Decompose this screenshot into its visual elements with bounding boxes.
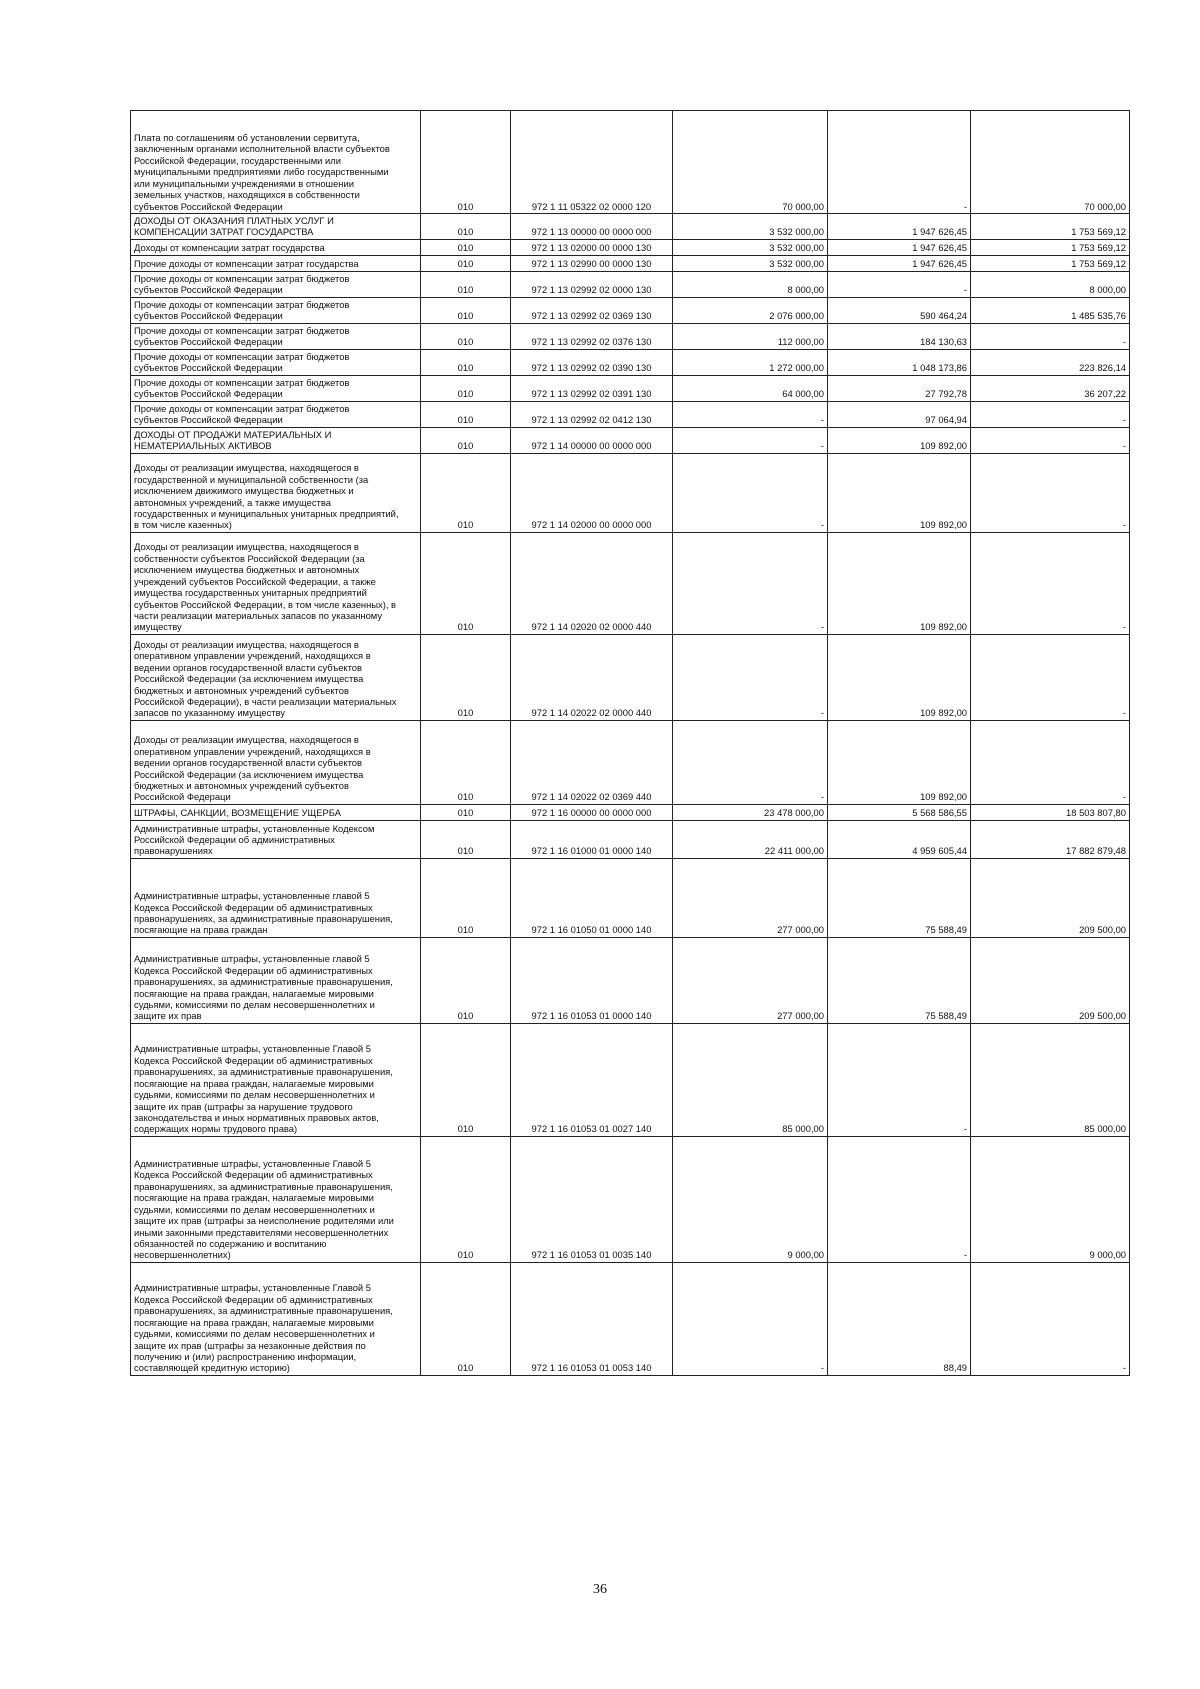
row-executed-amount: 109 892,00 xyxy=(828,453,971,532)
row-unexecuted-amount: - xyxy=(971,401,1130,427)
row-name: Прочие доходы от компенсации затрат бюджетов субъектов Российской Федерации xyxy=(131,349,421,375)
row-line-code: 010 xyxy=(421,349,511,375)
row-budget-code: 972 1 13 02990 00 0000 130 xyxy=(511,255,673,271)
row-executed-amount: 1 947 626,45 xyxy=(828,239,971,255)
row-unexecuted-amount: 209 500,00 xyxy=(971,937,1130,1023)
table-row xyxy=(131,255,1130,271)
row-name: Прочие доходы от компенсации затрат бюджетов субъектов Российской Федерации xyxy=(131,271,421,297)
table-row xyxy=(131,323,1130,349)
row-name: Административные штрафы, установленные Кодексом Российской Федерации об административных правонарушениях xyxy=(131,820,421,858)
row-line-code: 010 xyxy=(421,271,511,297)
row-name: Административные штрафы, установленные главой 5 Кодекса Российской Федерации об административных правонарушениях, за административные правонарушения, посягающие на права граждан xyxy=(131,858,421,937)
row-budget-code: 972 1 13 02992 02 0000 130 xyxy=(511,271,673,297)
row-line-code: 010 xyxy=(421,297,511,323)
row-unexecuted-amount: 70 000,00 xyxy=(971,111,1130,214)
row-budget-code: 972 1 16 01053 01 0000 140 xyxy=(511,937,673,1023)
row-name: Административные штрафы, установленные Главой 5 Кодекса Российской Федерации об административных правонарушениях, за административные правонарушения, посягающие на права граждан, налагаемые мировыми судьями, комиссиями по делам несовершеннолетних и защите их прав (штрафы за незаконные действия по получению и (или) распространению информации, составляющей кредитную историю) xyxy=(131,1262,421,1375)
row-name: Прочие доходы от компенсации затрат бюджетов субъектов Российской Федерации xyxy=(131,401,421,427)
table-row xyxy=(131,1136,1130,1262)
row-approved-amount: 22 411 000,00 xyxy=(673,820,828,858)
table-row xyxy=(131,858,1130,937)
row-line-code: 010 xyxy=(421,323,511,349)
table-row xyxy=(131,804,1130,820)
report-table-body xyxy=(131,111,1130,1376)
row-line-code: 010 xyxy=(421,255,511,271)
row-executed-amount: - xyxy=(828,271,971,297)
page-number: 36 xyxy=(593,1582,607,1597)
row-line-code: 010 xyxy=(421,804,511,820)
row-unexecuted-amount: 209 500,00 xyxy=(971,858,1130,937)
row-approved-amount: - xyxy=(673,401,828,427)
row-executed-amount: 4 959 605,44 xyxy=(828,820,971,858)
row-approved-amount: - xyxy=(673,532,828,634)
row-approved-amount: 277 000,00 xyxy=(673,937,828,1023)
row-unexecuted-amount: - xyxy=(971,427,1130,453)
row-approved-amount: 9 000,00 xyxy=(673,1136,828,1262)
row-unexecuted-amount: 1 753 569,12 xyxy=(971,214,1130,240)
row-budget-code: 972 1 16 01053 01 0035 140 xyxy=(511,1136,673,1262)
row-executed-amount: 109 892,00 xyxy=(828,634,971,720)
row-name: Доходы от реализации имущества, находящегося в оперативном управлении учреждений, находящихся в ведении органов государственной власти субъектов Российской Федерации (за исключением имущества бюджетных и автономных учреждений субъектов Российской Федерации), в части реализации материальных запасов по указанному имуществу xyxy=(131,634,421,720)
row-approved-amount: 3 532 000,00 xyxy=(673,255,828,271)
table-row xyxy=(131,271,1130,297)
row-executed-amount: 109 892,00 xyxy=(828,427,971,453)
row-unexecuted-amount: - xyxy=(971,323,1130,349)
row-executed-amount: 1 947 626,45 xyxy=(828,214,971,240)
row-executed-amount: 590 464,24 xyxy=(828,297,971,323)
row-unexecuted-amount: 223 826,14 xyxy=(971,349,1130,375)
row-approved-amount: 23 478 000,00 xyxy=(673,804,828,820)
row-budget-code: 972 1 11 05322 02 0000 120 xyxy=(511,111,673,214)
row-line-code: 010 xyxy=(421,1023,511,1136)
row-executed-amount: 1 048 173,86 xyxy=(828,349,971,375)
row-name: ДОХОДЫ ОТ ПРОДАЖИ МАТЕРИАЛЬНЫХ И НЕМАТЕРИАЛЬНЫХ АКТИВОВ xyxy=(131,427,421,453)
row-name: ДОХОДЫ ОТ ОКАЗАНИЯ ПЛАТНЫХ УСЛУГ И КОМПЕНСАЦИИ ЗАТРАТ ГОСУДАРСТВА xyxy=(131,214,421,240)
row-approved-amount: 3 532 000,00 xyxy=(673,214,828,240)
row-approved-amount: 112 000,00 xyxy=(673,323,828,349)
row-approved-amount: - xyxy=(673,453,828,532)
row-unexecuted-amount: - xyxy=(971,720,1130,804)
row-budget-code: 972 1 16 01053 01 0053 140 xyxy=(511,1262,673,1375)
row-name: Административные штрафы, установленные Главой 5 Кодекса Российской Федерации об административных правонарушениях, за административные правонарушения, посягающие на права граждан, налагаемые мировыми судьями, комиссиями по делам несовершеннолетних и защите их прав (штрафы за нарушение трудового законодательства и иных нормативных правовых актов, содержащих нормы трудового права) xyxy=(131,1023,421,1136)
row-line-code: 010 xyxy=(421,239,511,255)
table-row xyxy=(131,239,1130,255)
row-approved-amount: - xyxy=(673,634,828,720)
revenue-report-table xyxy=(130,110,1130,1376)
row-unexecuted-amount: 1 753 569,12 xyxy=(971,239,1130,255)
row-name: Плата по соглашениям об установлении сервитута, заключенным органами исполнительной власти субъектов Российской Федерации, государственными или муниципальными предприятиями либо государственными или муниципальными учреждениями в отношении земельных участков, находящихся в собственности субъектов Российской Федерации xyxy=(131,111,421,214)
table-row xyxy=(131,375,1130,401)
row-line-code: 010 xyxy=(421,820,511,858)
table-row xyxy=(131,937,1130,1023)
row-executed-amount: 5 568 586,55 xyxy=(828,804,971,820)
row-executed-amount: 109 892,00 xyxy=(828,532,971,634)
row-line-code: 010 xyxy=(421,937,511,1023)
row-budget-code: 972 1 16 00000 00 0000 000 xyxy=(511,804,673,820)
row-budget-code: 972 1 14 02022 02 0369 440 xyxy=(511,720,673,804)
row-name: Прочие доходы от компенсации затрат бюджетов субъектов Российской Федерации xyxy=(131,323,421,349)
row-line-code: 010 xyxy=(421,634,511,720)
row-name: Прочие доходы от компенсации затрат бюджетов субъектов Российской Федерации xyxy=(131,375,421,401)
row-name: Прочие доходы от компенсации затрат бюджетов субъектов Российской Федерации xyxy=(131,297,421,323)
row-budget-code: 972 1 16 01000 01 0000 140 xyxy=(511,820,673,858)
row-unexecuted-amount: 17 882 879,48 xyxy=(971,820,1130,858)
row-budget-code: 972 1 14 02022 02 0000 440 xyxy=(511,634,673,720)
row-budget-code: 972 1 14 00000 00 0000 000 xyxy=(511,427,673,453)
row-approved-amount: - xyxy=(673,1262,828,1375)
row-line-code: 010 xyxy=(421,1136,511,1262)
table-row xyxy=(131,720,1130,804)
table-row xyxy=(131,532,1130,634)
row-line-code: 010 xyxy=(421,532,511,634)
row-approved-amount: 2 076 000,00 xyxy=(673,297,828,323)
row-executed-amount: 75 588,49 xyxy=(828,858,971,937)
row-budget-code: 972 1 13 02992 02 0390 130 xyxy=(511,349,673,375)
row-approved-amount: 64 000,00 xyxy=(673,375,828,401)
row-budget-code: 972 1 13 00000 00 0000 000 xyxy=(511,214,673,240)
row-budget-code: 972 1 16 01053 01 0027 140 xyxy=(511,1023,673,1136)
row-executed-amount: 1 947 626,45 xyxy=(828,255,971,271)
table-row xyxy=(131,111,1130,214)
row-executed-amount: 184 130,63 xyxy=(828,323,971,349)
row-name: Доходы от компенсации затрат государства xyxy=(131,239,421,255)
row-line-code: 010 xyxy=(421,1262,511,1375)
row-unexecuted-amount: 1 753 569,12 xyxy=(971,255,1130,271)
row-unexecuted-amount: - xyxy=(971,453,1130,532)
row-budget-code: 972 1 14 02000 00 0000 000 xyxy=(511,453,673,532)
row-name: ШТРАФЫ, САНКЦИИ, ВОЗМЕЩЕНИЕ УЩЕРБА xyxy=(131,804,421,820)
row-line-code: 010 xyxy=(421,427,511,453)
row-approved-amount: - xyxy=(673,427,828,453)
row-line-code: 010 xyxy=(421,720,511,804)
row-executed-amount: 75 588,49 xyxy=(828,937,971,1023)
row-approved-amount: 70 000,00 xyxy=(673,111,828,214)
row-name: Административные штрафы, установленные Главой 5 Кодекса Российской Федерации об административных правонарушениях, за административные правонарушения, посягающие на права граждан, налагаемые мировыми судьями, комиссиями по делам несовершеннолетних и защите их прав (штрафы за неисполнение родителями или иными законными представителями несовершеннолетних обязанностей по содержанию и воспитанию несовершеннолетних) xyxy=(131,1136,421,1262)
row-line-code: 010 xyxy=(421,401,511,427)
row-budget-code: 972 1 13 02000 00 0000 130 xyxy=(511,239,673,255)
row-executed-amount: - xyxy=(828,1023,971,1136)
row-unexecuted-amount: - xyxy=(971,532,1130,634)
row-line-code: 010 xyxy=(421,214,511,240)
row-unexecuted-amount: 18 503 807,80 xyxy=(971,804,1130,820)
row-unexecuted-amount: 85 000,00 xyxy=(971,1023,1130,1136)
row-name: Административные штрафы, установленные главой 5 Кодекса Российской Федерации об административных правонарушениях, за административные правонарушения, посягающие на права граждан, налагаемые мировыми судьями, комиссиями по делам несовершеннолетних и защите их прав xyxy=(131,937,421,1023)
table-row xyxy=(131,349,1130,375)
table-row xyxy=(131,1023,1130,1136)
row-unexecuted-amount: 8 000,00 xyxy=(971,271,1130,297)
row-approved-amount: 85 000,00 xyxy=(673,1023,828,1136)
row-budget-code: 972 1 13 02992 02 0369 130 xyxy=(511,297,673,323)
row-executed-amount: 97 064,94 xyxy=(828,401,971,427)
row-line-code: 010 xyxy=(421,453,511,532)
table-row xyxy=(131,453,1130,532)
row-unexecuted-amount: - xyxy=(971,634,1130,720)
row-line-code: 010 xyxy=(421,375,511,401)
row-budget-code: 972 1 13 02992 02 0391 130 xyxy=(511,375,673,401)
row-line-code: 010 xyxy=(421,111,511,214)
row-budget-code: 972 1 13 02992 02 0376 130 xyxy=(511,323,673,349)
row-executed-amount: - xyxy=(828,111,971,214)
table-row xyxy=(131,1262,1130,1375)
row-name: Прочие доходы от компенсации затрат государства xyxy=(131,255,421,271)
table-row xyxy=(131,820,1130,858)
row-unexecuted-amount: 9 000,00 xyxy=(971,1136,1130,1262)
row-executed-amount: - xyxy=(828,1136,971,1262)
row-approved-amount: 1 272 000,00 xyxy=(673,349,828,375)
row-unexecuted-amount: 1 485 535,76 xyxy=(971,297,1130,323)
row-unexecuted-amount: - xyxy=(971,1262,1130,1375)
row-budget-code: 972 1 14 02020 02 0000 440 xyxy=(511,532,673,634)
row-approved-amount: 8 000,00 xyxy=(673,271,828,297)
table-row xyxy=(131,214,1130,240)
row-approved-amount: 3 532 000,00 xyxy=(673,239,828,255)
row-line-code: 010 xyxy=(421,858,511,937)
row-executed-amount: 109 892,00 xyxy=(828,720,971,804)
row-budget-code: 972 1 16 01050 01 0000 140 xyxy=(511,858,673,937)
table-row xyxy=(131,634,1130,720)
table-row xyxy=(131,427,1130,453)
row-name: Доходы от реализации имущества, находящегося в собственности субъектов Российской Федерации (за исключением имущества бюджетных и автономных учреждений субъектов Российской Федерации, а также имущества государственных унитарных предприятий субъектов Российской Федерации, в том числе казенных), в части реализации материальных запасов по указанному имуществу xyxy=(131,532,421,634)
row-approved-amount: 277 000,00 xyxy=(673,858,828,937)
row-approved-amount: - xyxy=(673,720,828,804)
row-budget-code: 972 1 13 02992 02 0412 130 xyxy=(511,401,673,427)
table-row xyxy=(131,401,1130,427)
row-name: Доходы от реализации имущества, находящегося в государственной и муниципальной собственности (за исключением движимого имущества бюджетных и автономных учреждений, а также имущества государственных и муниципальных унитарных предприятий, в том числе казенных) xyxy=(131,453,421,532)
table-row xyxy=(131,297,1130,323)
row-name: Доходы от реализации имущества, находящегося в оперативном управлении учреждений, находящихся в ведении органов государственной власти субъектов Российской Федерации (за исключением имущества бюджетных и автономных учреждений субъектов Российской Федераци xyxy=(131,720,421,804)
row-executed-amount: 27 792,78 xyxy=(828,375,971,401)
row-unexecuted-amount: 36 207,22 xyxy=(971,375,1130,401)
row-executed-amount: 88,49 xyxy=(828,1262,971,1375)
